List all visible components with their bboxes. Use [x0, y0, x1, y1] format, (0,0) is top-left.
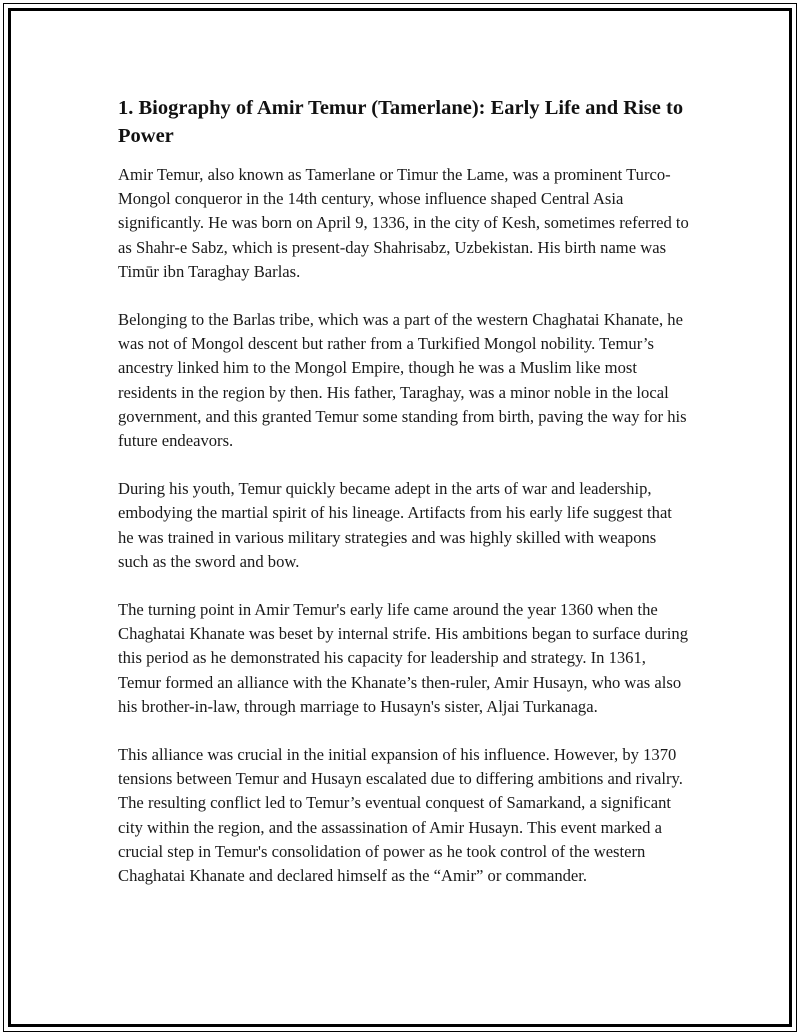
- paragraph-ancestry: Belonging to the Barlas tribe, which was a part of the western Chaghatai Khanate, he was not of Mongol descent but rather from a Turkified Mongol nobility. Temur’s ancestry linked him to the Mongol Empire, though he was a Muslim like most residents in the region by then. His father, Taraghay, was a minor noble in the local government, and this granted Temur some standing from birth, paving the way for his future endeavors.: [118, 310, 687, 451]
- paragraph-turning-point: The turning point in Amir Temur's early life came around the year 1360 when the Chaghatai Khanate was beset by internal strife. His ambitions began to surface during this period as he demonstrated his capacity for leadership and strategy. In 1361, Temur formed an alliance with the Khanate’s then-ruler, Amir Husayn, who was also his brother-in-law, through marriage to Husayn's sister, Aljai Turkanaga.: [118, 600, 689, 716]
- paragraph-early-life: Amir Temur, also known as Tamerlane or Timur the Lame, was a prominent Turco-Mongol conqueror in the 14th century, whose influence shaped Central Asia significantly. He was born on April 9, 1336, in the city of Kesh, sometimes referred to as Shahr-e Sabz, which is present-day Shahrisabz, Uzbekistan. His birth name was Timūr ibn Taraghay Barlas.: [118, 165, 689, 281]
- paragraph-alliance: This alliance was crucial in the initial expansion of his influence. However, by 1370 tensions between Temur and Husayn escalated due to differing ambitions and rivalry. The resulting conflict led to Temur’s eventual conquest of Samarkand, a significant city within the region, and the assassination of Amir Husayn. This event marked a crucial step in Temur's consolidation of power as he took control of the western Chaghatai Khanate and declared himself as the “Amir” or commander.: [118, 745, 683, 886]
- paragraph-youth: During his youth, Temur quickly became adept in the arts of war and leadership, embodying the martial spirit of his lineage. Artifacts from his early life suggest that he was trained in various military strategies and was highly skilled with weapons such as the sword and bow.: [118, 479, 672, 571]
- document-title: 1. Biography of Amir Temur (Tamerlane): Early Life and Rise to Power: [118, 97, 684, 147]
- document-body: [118, 94, 690, 912]
